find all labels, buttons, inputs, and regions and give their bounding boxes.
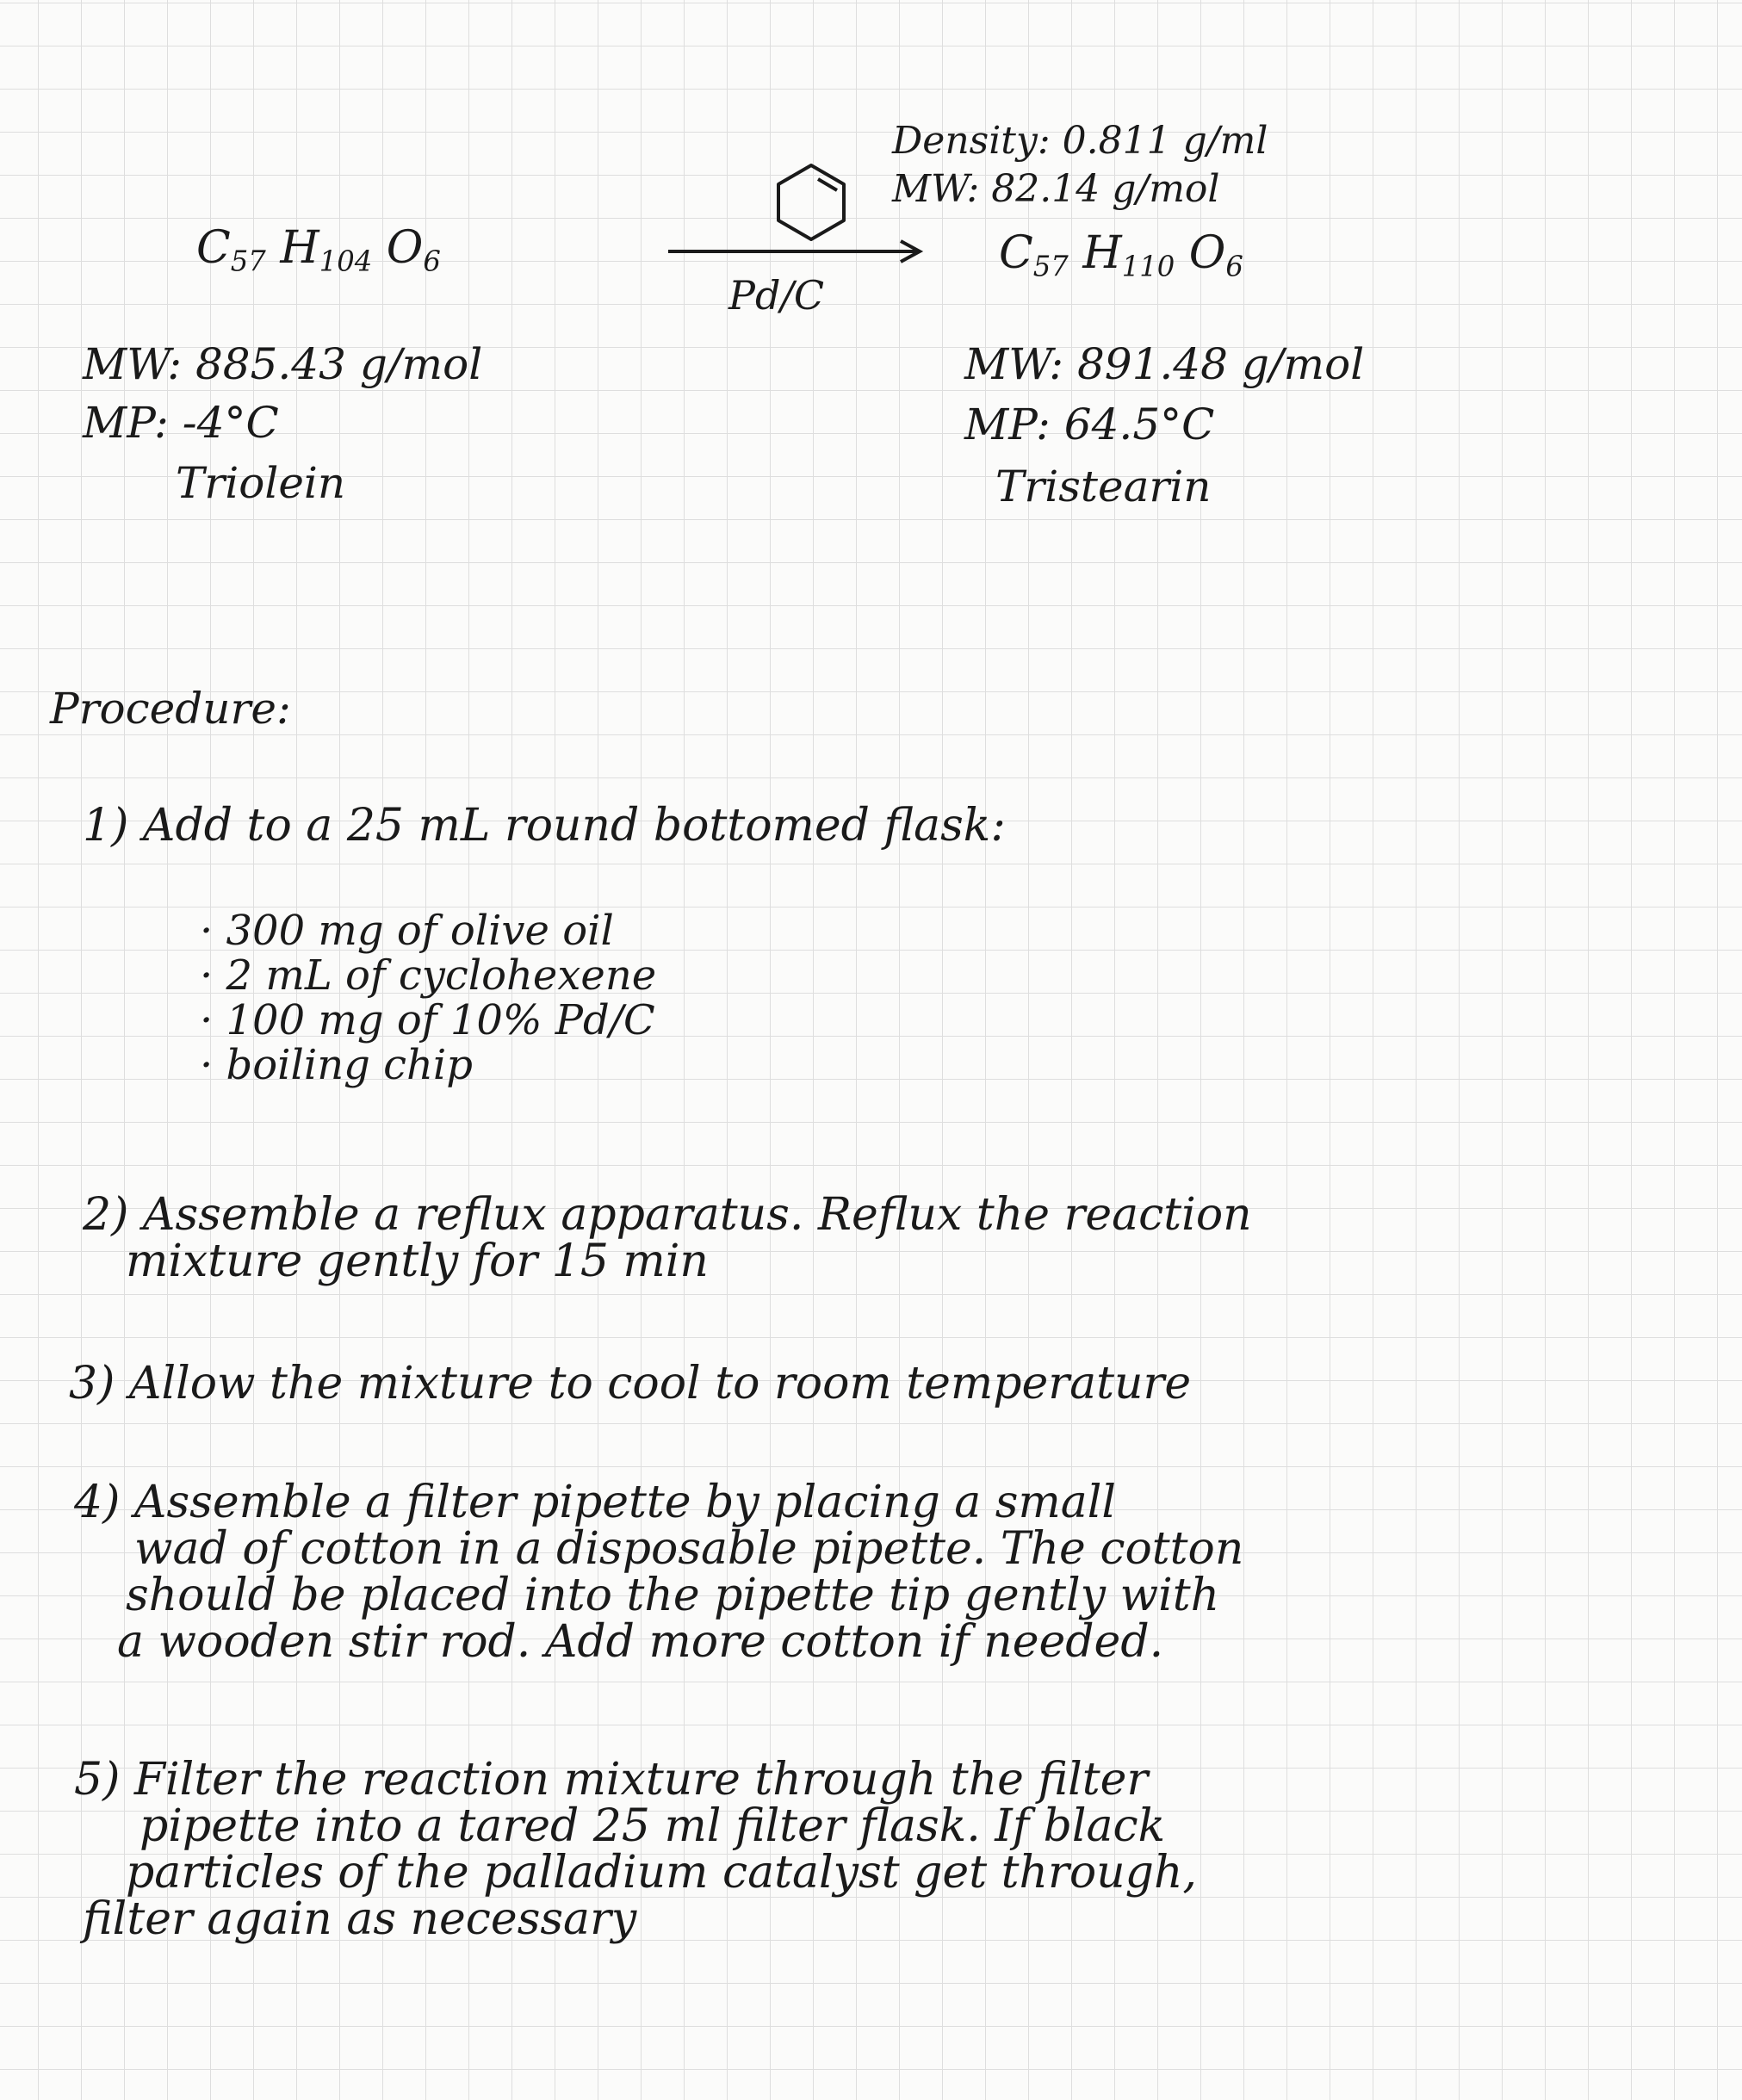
product-formula-o-count: 6 bbox=[1225, 250, 1243, 283]
materials-list bbox=[200, 908, 656, 1087]
step-line: 2) Assemble a reflux apparatus. Reflux the reaction bbox=[83, 1189, 1252, 1241]
procedure-step-5 bbox=[74, 1754, 1197, 1945]
catalyst-label: Pd/C bbox=[728, 272, 825, 319]
cyclohexene-ring-icon bbox=[778, 165, 844, 239]
reagent-density: Density: 0.811 g/ml bbox=[892, 119, 1268, 163]
reactant-formula-c: C bbox=[196, 222, 231, 274]
procedure-step-4 bbox=[74, 1477, 1244, 1668]
product-mp: MP: 64.5°C bbox=[964, 400, 1215, 449]
reactant-mp: MP: -4°C bbox=[83, 398, 279, 448]
product-formula-c: C bbox=[999, 227, 1033, 279]
product-formula-o: O bbox=[1188, 227, 1226, 279]
reaction-scheme bbox=[0, 0, 1742, 362]
product-formula-h-count: 110 bbox=[1121, 250, 1175, 283]
step-line: 1) Add to a 25 mL round bottomed flask: bbox=[83, 800, 1006, 852]
reactant-name: Triolein bbox=[176, 458, 346, 508]
step-line: 4) Assemble a filter pipette by placing a small bbox=[74, 1477, 1117, 1528]
step-line: filter again as necessary bbox=[83, 1893, 637, 1945]
step-line: pipette into a tared 25 ml filter flask. If black bbox=[139, 1800, 1166, 1852]
step-line: a wooden stir rod. Add more cotton if needed. bbox=[117, 1616, 1164, 1668]
step-line: mixture gently for 15 min bbox=[126, 1236, 709, 1287]
step-line: should be placed into the pipette tip gently with bbox=[126, 1570, 1220, 1621]
step-line: 5) Filter the reaction mixture through the filter bbox=[74, 1754, 1149, 1806]
material-item: · 2 mL of cyclohexene bbox=[200, 951, 657, 1000]
product-formula bbox=[999, 227, 1243, 283]
reaction-arrow-icon bbox=[668, 241, 920, 262]
reactant-formula-o: O bbox=[386, 222, 424, 274]
reactant-formula bbox=[196, 222, 441, 278]
step-line: wad of cotton in a disposable pipette. The cotton bbox=[134, 1523, 1244, 1575]
reagent-mw: MW: 82.14 g/mol bbox=[892, 167, 1220, 211]
reactant-formula-o-count: 6 bbox=[423, 245, 441, 278]
product-formula-h: H bbox=[1082, 227, 1122, 279]
material-item: · boiling chip bbox=[200, 1041, 473, 1089]
procedure-heading: Procedure: bbox=[50, 684, 291, 734]
procedure-step-3 bbox=[69, 1360, 1191, 1407]
reactant-formula-c-count: 57 bbox=[230, 245, 266, 278]
reactant-formula-h-count: 104 bbox=[319, 245, 373, 278]
material-item: · 100 mg of 10% Pd/C bbox=[200, 996, 655, 1044]
step-line: particles of the palladium catalyst get through, bbox=[126, 1847, 1197, 1899]
reactant-mw: MW: 885.43 g/mol bbox=[83, 339, 483, 389]
product-mw: MW: 891.48 g/mol bbox=[964, 339, 1365, 389]
material-item: · 300 mg of olive oil bbox=[200, 907, 614, 955]
reactant-formula-h: H bbox=[280, 222, 319, 274]
product-formula-c-count: 57 bbox=[1032, 250, 1069, 283]
step-line: 3) Allow the mixture to cool to room temperature bbox=[69, 1358, 1192, 1409]
procedure-step-2 bbox=[83, 1189, 1252, 1287]
product-name: Tristearin bbox=[995, 462, 1212, 511]
procedure-step-1 bbox=[83, 800, 1006, 852]
